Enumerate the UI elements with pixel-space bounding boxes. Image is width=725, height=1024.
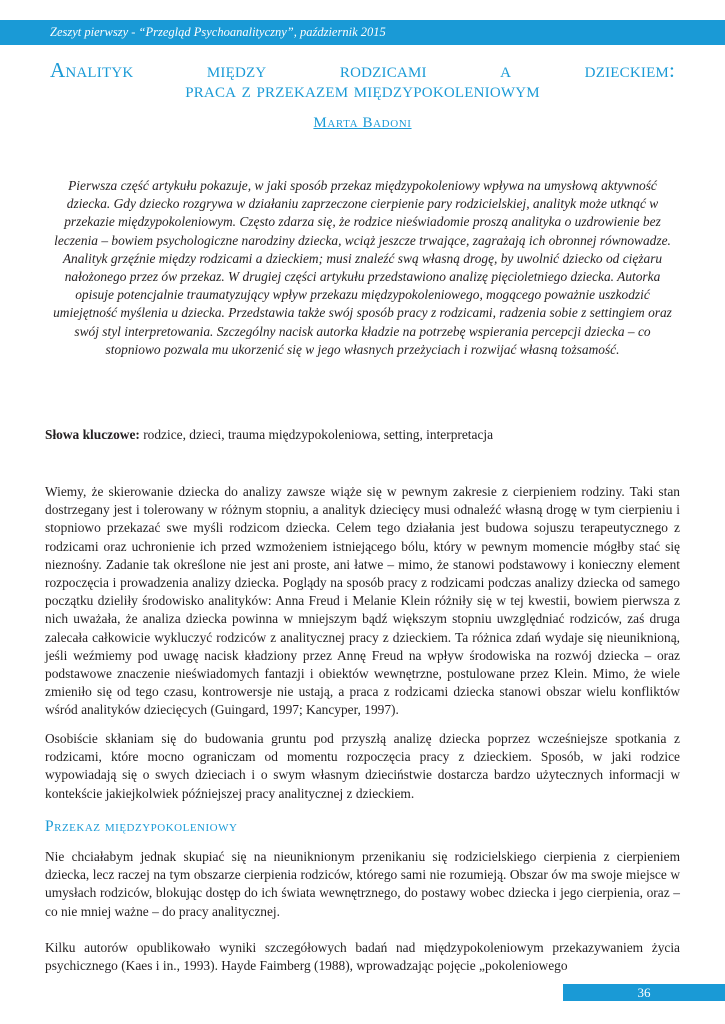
body-paragraph-1: Wiemy, że skierowanie dziecka do analizy zawsze wiąże się w pewnym zakresie z cierpieniem rodziny. Taki stan dostrzegany jest i tolerowany w różnym stopniu, a analityk dziecięcy musi odnaleźć własną drogę w tym cierpieniu i stopniowo przekazać swe myśli rodzicom dziecka. Celem tego działania jest budowa sojuszu terapeutycznego z rodzicami oraz uchronienie ich przed wzmożeniem istniejącego bólu, który w pewnym momencie mógłby stać się nieznośny. Zadanie tak określone nie jest ani proste, ani łatwe – mimo, że stanowi podstawowy i konieczny element rozpoczęcia i prowadzenia analizy dziecka. Poglądy na sposób pracy z rodzicami podczas analizy dziecka od samego początku dzieliły środowisko analityków: Anna Freud i Melanie Klein różniły się w tej kwestii, bowiem pierwsza z nich uważała, że analiza dziecka powinna w mniejszym bądź większym stopniu uwzględniać rodziców, zaś druga zalecała całkowicie wykluczyć rodziców z analitycznej pracy z dzieckiem. Ta różnica zdań wydaje się nieuniknioną, jeśli weźmiemy pod uwagę nacisk kładziony przez Annę Freud na wpływ środowiska na rozwój dziecka – oraz podstawowe znaczenie nieświadomych fantazji i obiektów wewnętrzne, postulowane przez Klein. Mimo, że wiele zmieniło się od tego czasu, kontrowersje nie ustają, a praca z rodzicami dziecka stanowi obszar wielu konfliktów wśród analityków dziecięcych (Guingard, 1997; Kancyper, 1997). [45,484,680,718]
body-paragraph-4: Kilku autorów opublikowało wyniki szczegółowych badań nad międzypokoleniowym przekazywaniem życia psychicznego (Kaes i in., 1993). Hayde Faimberg (1988), wprowadzając pojęcie „pokoleniowego [45,940,680,974]
header-bar [0,20,725,45]
section-heading: Przekaz międzypokoleniowy [45,818,238,835]
title-line-1: Analityk między rodzicami a dzieckiem: [50,58,675,82]
body-paragraph-3: Nie chciałabym jednak skupiać się na nieuniknionym przenikaniu się rodzicielskiego cierpienia z cierpieniem dziecka, lecz raczej na tym obszarze cierpienia rodziców, którego sami nie rozumieją. Obszar ów ma swoje miejsce w umysłach rodziców, blokując dostęp do ich świata wewnętrznego, do postawy wobec dziecka i jego cierpienia, oraz – co nie mniej ważne – do pracy analitycznej. [45,849,680,919]
body-paragraph-2: Osobiście skłaniam się do budowania gruntu pod przyszłą analizę dziecka poprzez wcześniejsze spotkania z rodzicami, które mocno ograniczam od momentu rozpoczęcia pracy z dzieckiem. Sposób, w jaki rodzice wypowiadają się o swych dzieciach i o swym własnym dzieciństwie dostarcza bardzo użytecznych informacji w kontekście jakiejkolwiek późniejszej pracy analitycznej z dzieckiem. [45,731,680,801]
article-title [50,60,675,100]
keywords [45,426,680,444]
page-number: 36 [563,984,725,1001]
title-line-2: praca z przekazem międzypokoleniowym [185,78,540,102]
keywords-list: rodzice, dzieci, trauma międzypokoleniowa, setting, interpretacja [139,427,494,442]
author-name[interactable]: Marta Badoni [313,115,412,131]
abstract: Pierwsza część artykułu pokazuje, w jaki sposób przekaz międzypokoleniowy wpływa na umysłową aktywność dziecka. Gdy dziecko rozgrywa w działaniu zaprzeczone cierpienie pary rodzicielskiej, analityk może utknąć w przekazie międzypokoleniowym. Często zdarza się, że rodzice nieświadomie proszą analityka o uzdrowienie bez leczenia – bowiem psychologiczne narodziny dziecka, wciąż jeszcze trwające, zagrażają ich obronnej równowadze. Analityk grzęźnie między rodzicami a dzieckiem; musi znaleźć swą własną drogę, by uwolnić dziecko od ciężaru nałożonego przez ów przekaz. W drugiej części artykułu przedstawiono analizę pięcioletniego dziecka. Autorka opisuje potencjalnie traumatyzujący wpływ przekazu międzypokoleniowego, mogącego poważnie uszkodzić umiejętność myślenia u dziecka. Przedstawia także swój sposób pracy z rodzicami, radzenia sobie z settingiem oraz swój styl interpretowania. Szczególny nacisk autorka kładzie na potrzebę wspierania percepcji dziecka – co stopniowo pozwala mu ukorzenić się w jego własnych przeżyciach i rozwijać własną tożsamość. [53,178,672,357]
running-title: Zeszyt pierwszy - “Przegląd Psychoanalityczny”, październik 2015 [50,25,386,39]
keywords-label: Słowa kluczowe: [45,427,140,442]
